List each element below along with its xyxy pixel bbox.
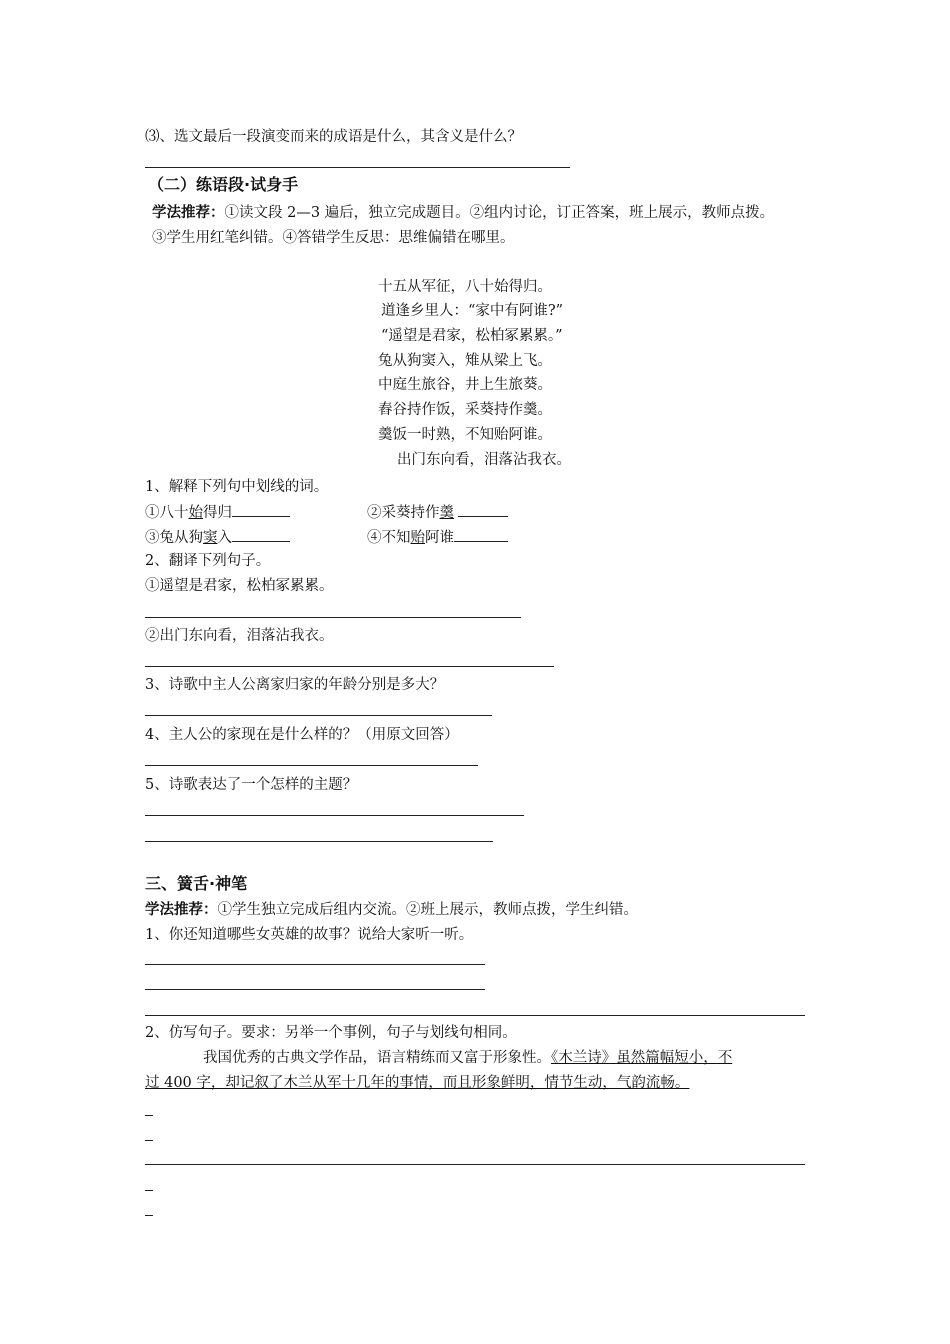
answer-dash [145,1140,153,1141]
section-title: 三、簧舌·神笔 [145,874,248,893]
method-line: 学法推荐：①学生独立完成后组内交流。②班上展示，教师点拨，学生纠错。 [145,902,638,918]
answer-line [145,815,524,816]
answer-blank[interactable] [232,502,290,517]
question-imitate: 2、仿写句子。要求：另举一个事例，句子与划线句相同。 [145,1025,517,1041]
answer-dash [145,1215,153,1216]
method-label: 学法推荐： [152,205,225,221]
poem-line: 舂谷持作饭，采葵持作羹。 [378,402,552,418]
answer-line [145,617,521,618]
method-line-2: ③学生用红笔纠错。④答错学生反思：思维偏错在哪里。 [152,230,515,246]
answer-dash [145,1190,153,1191]
poem-line: 羹饭一时熟，不知贻阿谁。 [378,427,552,443]
word-item-b: ②采葵持作羹 [367,502,508,522]
paragraph-line-1: 我国优秀的古典文学作品，语言精练而又富于形象性。《木兰诗》虽然篇幅短小，不 [203,1050,733,1066]
poem-line: 道逢乡里人：“家中有阿谁?” [381,303,564,319]
answer-line [145,167,570,168]
word-item-a: ①八十始得归 [145,502,290,522]
question-3: ⑶、选文最后一段演变而来的成语是什么，其含义是什么？ [145,129,522,145]
method-line-1 [152,204,774,222]
sentence-b: ②出门东向看，泪落沾我衣。 [145,628,334,644]
word-item-c: ③兔从狗窦入 [145,527,290,547]
answer-line [145,841,493,842]
answer-line [145,989,485,990]
answer-line [145,1164,805,1165]
poem-line: 中庭生旅谷，井上生旅葵。 [378,377,552,393]
poem-line: “遥望是君家，松柏冢累累。” [381,328,563,344]
answer-line [145,666,554,667]
poem-line: 出门东向看，泪落沾我衣。 [397,452,571,468]
answer-line [145,715,492,716]
method-text: ①读文段 2—3 遍后，独立完成题目。②组内讨论，订正答案，班上展示，教师点拨。 [224,205,775,221]
question-heroines: 1、你还知道哪些女英雄的故事？说给大家听一听。 [145,927,474,943]
answer-dash [145,1115,153,1116]
question-2: 2、翻译下列句子。 [145,553,271,569]
answer-blank[interactable] [232,527,290,542]
question-5: 5、诗歌表达了一个怎样的主题？ [145,777,358,793]
answer-line [145,1015,805,1016]
sentence-a: ①遥望是君家，松柏冢累累。 [145,578,334,594]
paragraph-line-2: 过 400 字，却记叙了木兰从军十几年的事情，而且形象鲜明，情节生动，气韵流畅。 [145,1075,690,1091]
question-4: 4、主人公的家现在是什么样的？（用原文回答） [145,727,459,743]
section-title: （二）练语段·试身手 [148,175,299,194]
poem-line: 兔从狗窦入，雉从梁上飞。 [378,353,552,369]
question-1: 1、解释下列句中划线的词。 [145,479,329,495]
word-item-d: ④不知贻阿谁 [367,527,508,547]
poem-line: 十五从军征，八十始得归。 [378,279,552,295]
question-3-age: 3、诗歌中主人公离家归家的年龄分别是多大？ [145,677,445,693]
answer-blank[interactable] [454,527,508,542]
answer-line [145,765,478,766]
answer-blank[interactable] [458,502,508,517]
answer-line [145,964,485,965]
